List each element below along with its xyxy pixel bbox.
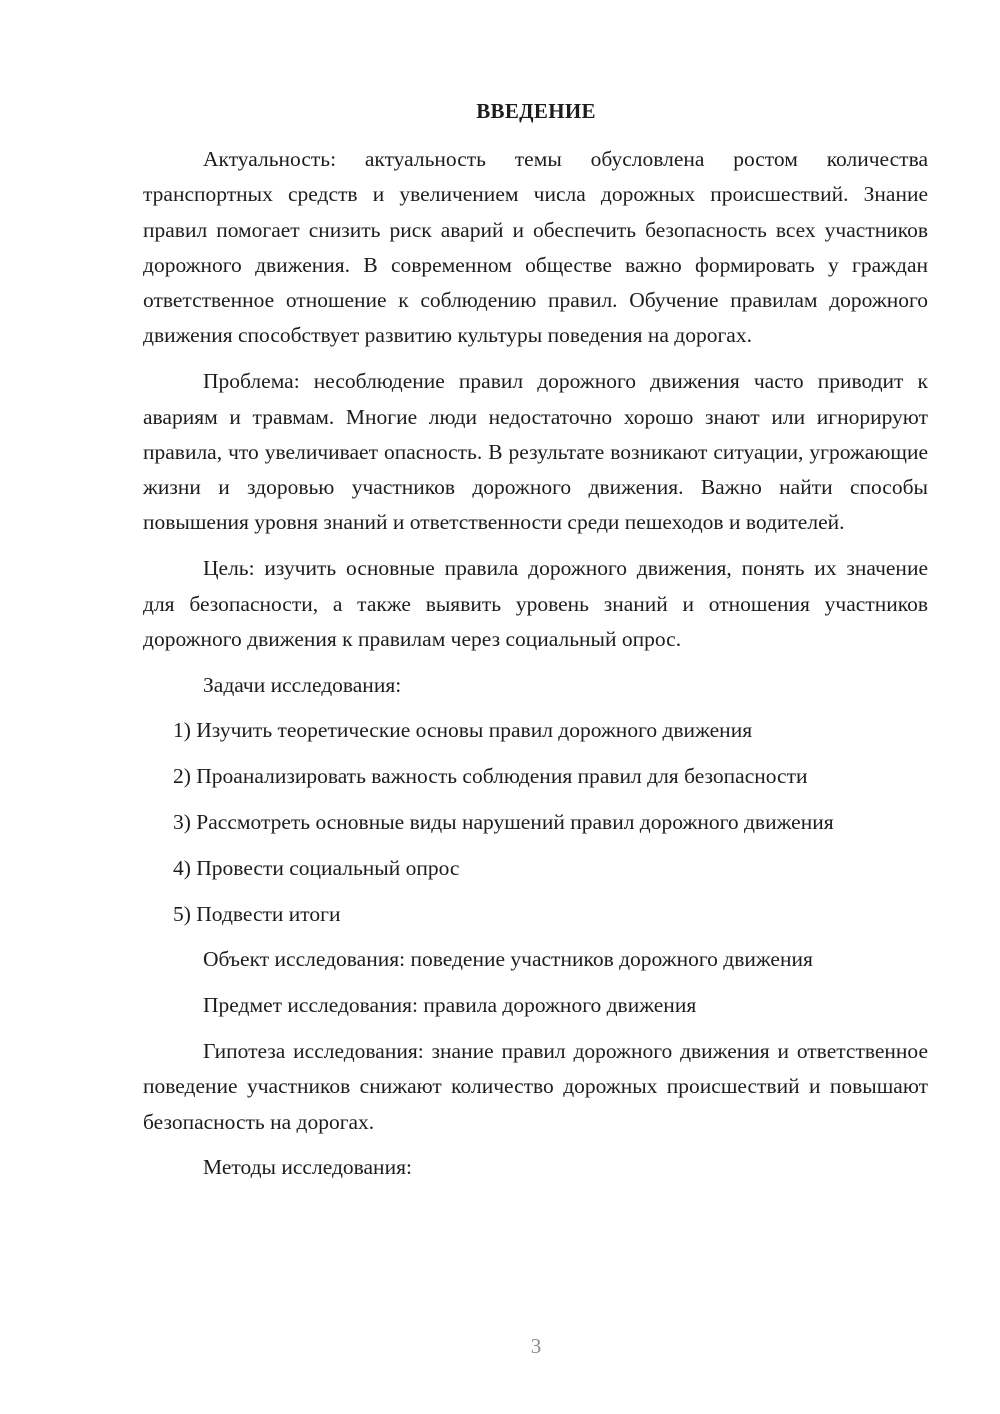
task-item: 5) Подвести итоги	[173, 901, 341, 926]
task-item: 2) Проанализировать важность соблюдения правил для безопасности	[173, 764, 808, 789]
paragraph-problem: Проблема: несоблюдение правил дорожного движения часто приводит к авариям и травмам. Многие люди недостаточно хорошо знают или игнорируют правила, что увеличивает опасность. В результате возникают ситуации, угрожающие жизни и здоровью участников дорожного движения. Важно найти способы повышения уровня знаний и ответственности среди пешеходов и водителей.	[143, 369, 928, 535]
paragraph-subject: Предмет исследования: правила дорожного движения	[203, 993, 697, 1018]
page-number: 3	[530, 1334, 542, 1358]
tasks-heading: Задачи исследования:	[203, 672, 402, 697]
paragraph-hypothesis: Гипотеза исследования: знание правил дорожного движения и ответственное поведение участников снижают количество дорожных происшествий и повышают безопасность на дорогах.	[143, 1039, 928, 1134]
paragraph-object: Объект исследования: поведение участников дорожного движения	[203, 947, 813, 972]
document-body	[143, 142, 928, 1196]
section-heading: ВВЕДЕНИЕ	[476, 99, 596, 123]
methods-heading: Методы исследования:	[203, 1155, 412, 1180]
task-item: 1) Изучить теоретические основы правил дорожного движения	[173, 718, 753, 743]
task-item: 4) Провести социальный опрос	[173, 855, 460, 880]
paragraph-relevance: Актуальность: актуальность темы обусловлена ростом количества транспортных средств и увеличением числа дорожных происшествий. Знание правил помогает снизить риск аварий и обеспечить безопасность всех участников дорожного движения. В современном обществе важно формировать у граждан ответственное отношение к соблюдению правил. Обучение правилам дорожного движения способствует развитию культуры поведения на дорогах.	[143, 147, 928, 348]
paragraph-goal: Цель: изучить основные правила дорожного движения, понять их значение для безопасности, а также выявить уровень знаний и отношения участников дорожного движения к правилам через социальный опрос.	[143, 556, 928, 651]
task-item: 3) Рассмотреть основные виды нарушений правил дорожного движения	[173, 810, 834, 835]
